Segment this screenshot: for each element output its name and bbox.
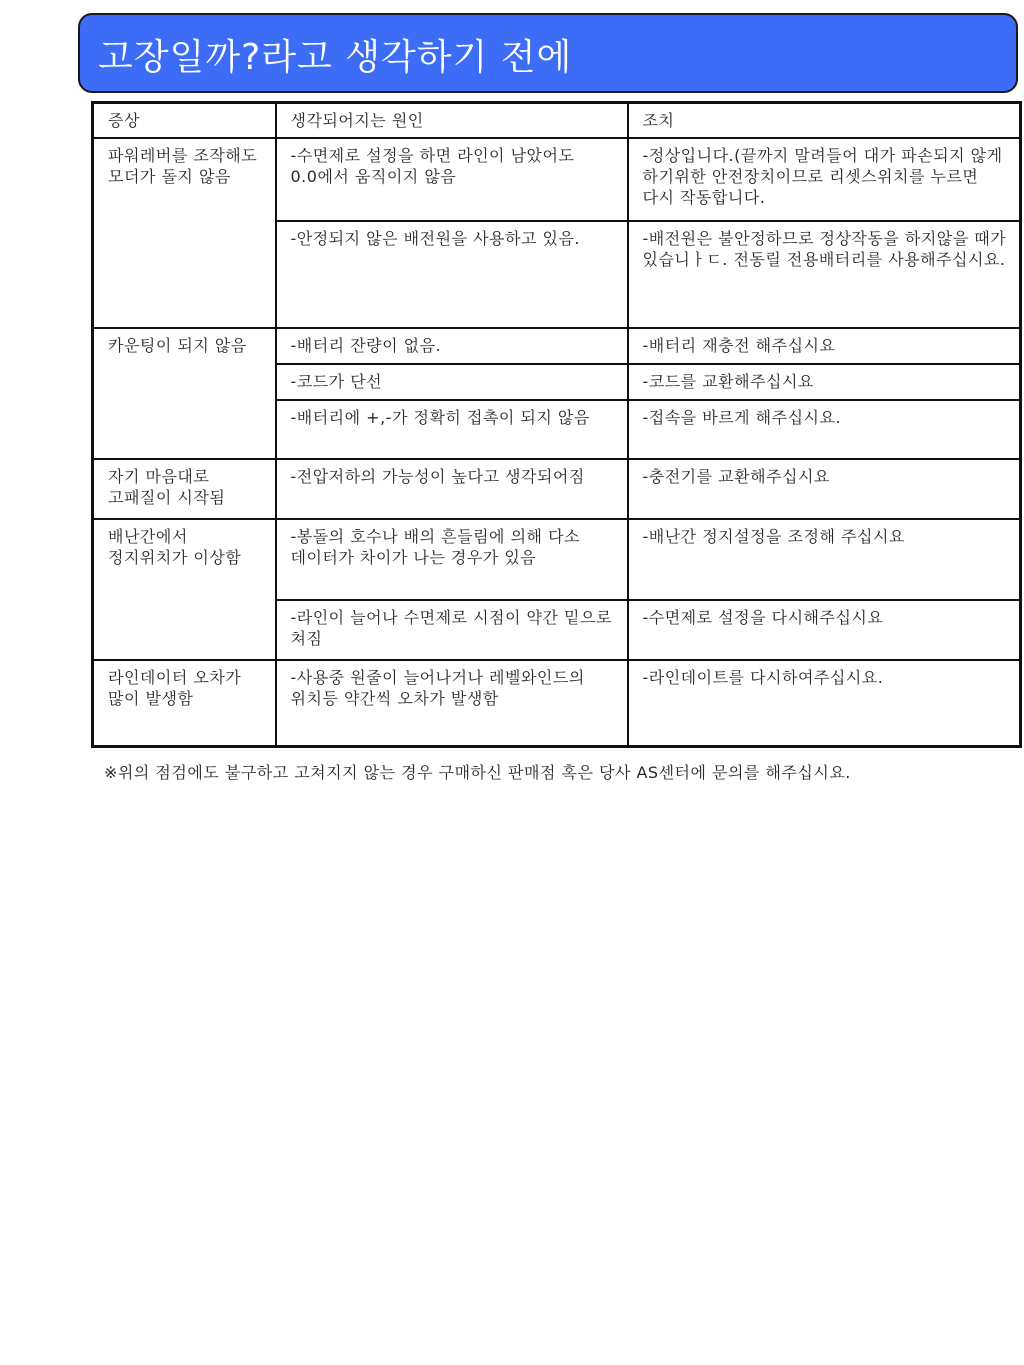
action-cell: -충전기를 교환해주십시요 — [628, 459, 1021, 519]
page-title: 고장일까?라고 생각하기 전에 — [98, 37, 573, 78]
symptom-cell: 라인데이터 오차가 많이 발생함 — [93, 660, 276, 746]
action-cell: -수면제로 설정을 다시해주십시요 — [628, 600, 1021, 660]
table-header-row — [93, 103, 1021, 139]
cause-cell: -코드가 단선 — [276, 364, 628, 400]
action-cell: -코드를 교환해주십시요 — [628, 364, 1021, 400]
cause-cell: -라인이 늘어나 수면제로 시점이 약간 밑으로 쳐짐 — [276, 600, 628, 660]
table-row — [93, 328, 1021, 364]
table-row — [93, 660, 1021, 746]
action-cell: -배난간 정지설정을 조정해 주십시요 — [628, 519, 1021, 600]
action-cell: -배터리 재충전 해주십시요 — [628, 328, 1021, 364]
troubleshooting-table — [91, 101, 1022, 748]
table-row — [93, 459, 1021, 519]
cause-cell: -수면제로 설정을 하면 라인이 남았어도 0.0에서 움직이지 않음 — [276, 138, 628, 221]
table-row — [93, 519, 1021, 600]
action-cell: -라인데이트를 다시하여주십시요. — [628, 660, 1021, 746]
cause-cell: -사용중 원줄이 늘어나거나 레벨와인드의 위치등 약간씩 오차가 발생함 — [276, 660, 628, 746]
symptom-cell: 배난간에서 정지위치가 이상함 — [93, 519, 276, 660]
header-cause: 생각되어지는 원인 — [276, 103, 628, 139]
symptom-cell: 자기 마음대로 고패질이 시작됨 — [93, 459, 276, 519]
cause-cell: -안정되지 않은 배전원을 사용하고 있음. — [276, 221, 628, 328]
action-cell: -접속을 바르게 해주십시요. — [628, 400, 1021, 459]
action-cell: -정상입니다.(끝까지 말려들어 대가 파손되지 않게 하기위한 안전장치이므로 리셋스위치를 누르면 다시 작동합니다. — [628, 138, 1021, 221]
cause-cell: -배터리에 +,-가 정확히 접촉이 되지 않음 — [276, 400, 628, 459]
title-banner — [78, 13, 1018, 93]
header-action: 조치 — [628, 103, 1021, 139]
symptom-cell: 카운팅이 되지 않음 — [93, 328, 276, 459]
action-cell: -배전원은 불안정하므로 정상작동을 하지않을 때가 있습니ㅏㄷ. 전동릴 전용배터리를 사용해주십시요. — [628, 221, 1021, 328]
header-symptom: 증상 — [93, 103, 276, 139]
cause-cell: -배터리 잔량이 없음. — [276, 328, 628, 364]
symptom-cell: 파워레버를 조작해도 모더가 돌지 않음 — [93, 138, 276, 328]
cause-cell: -전압저하의 가능성이 높다고 생각되어짐 — [276, 459, 628, 519]
cause-cell: -봉돌의 호수나 배의 흔들림에 의해 다소 데이터가 차이가 나는 경우가 있음 — [276, 519, 628, 600]
footnote: ※위의 점검에도 불구하고 고쳐지지 않는 경우 구매하신 판매점 혹은 당사 AS센터에 문의를 해주십시요. — [104, 763, 851, 782]
table-row — [93, 138, 1021, 221]
